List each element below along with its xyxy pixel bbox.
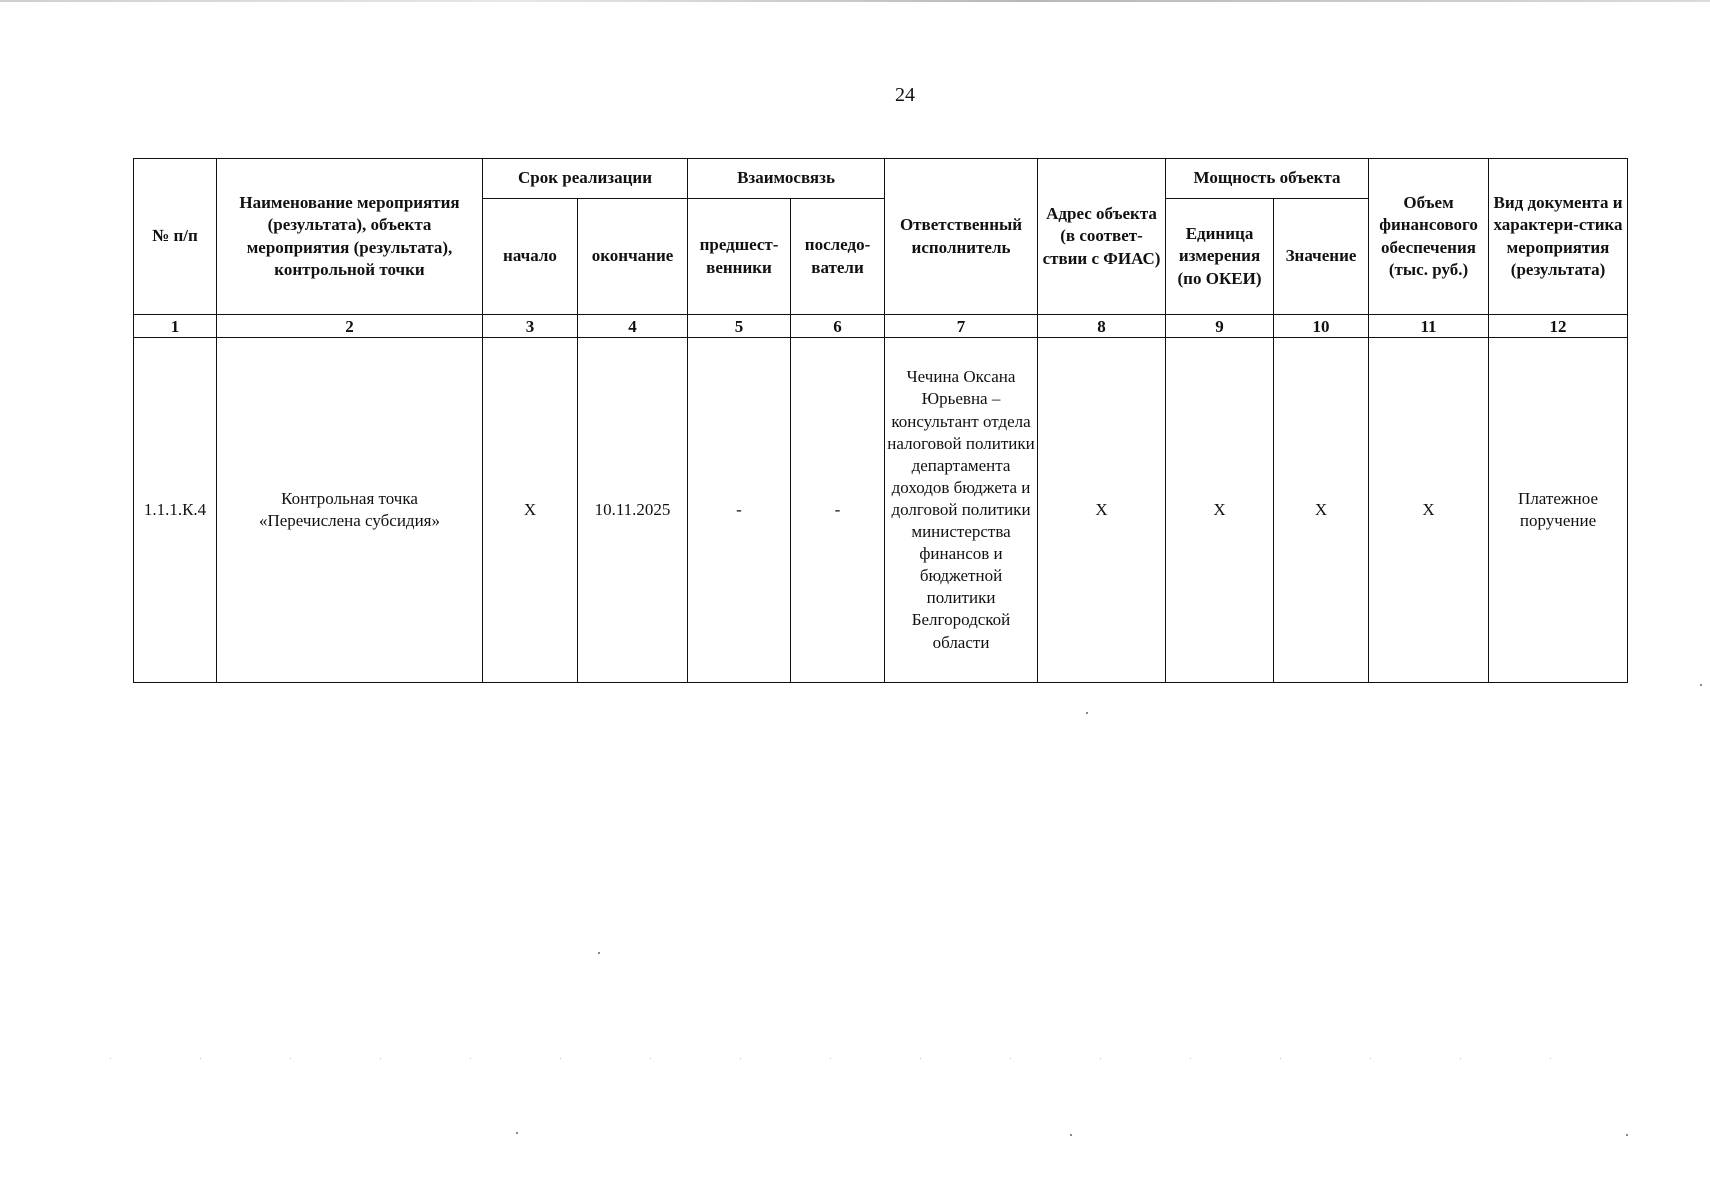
- column-number: 5: [688, 315, 791, 338]
- column-number: 4: [578, 315, 688, 338]
- header-link-next: последо-ватели: [791, 199, 885, 315]
- page-number: 24: [895, 84, 915, 106]
- header-row-1: [134, 159, 1628, 199]
- row-address: Х: [1038, 338, 1166, 683]
- scan-speck: [1700, 684, 1702, 686]
- row-name-line2: «Перечислена субсидия»: [258, 511, 440, 530]
- row-term-start: Х: [483, 338, 578, 683]
- row-num: 1.1.1.К.4: [134, 338, 217, 683]
- scan-speck: [598, 952, 600, 954]
- row-doc-type: Платежное поручение: [1489, 338, 1628, 683]
- column-number: 11: [1369, 315, 1489, 338]
- header-term-end: окончание: [578, 199, 688, 315]
- row-link-next: -: [791, 338, 885, 683]
- scan-dot-line: [110, 1058, 1640, 1059]
- header-term-start: начало: [483, 199, 578, 315]
- header-num: № п/п: [134, 159, 217, 315]
- header-link-prev: предшест-венники: [688, 199, 791, 315]
- column-number: 8: [1038, 315, 1166, 338]
- row-link-prev: -: [688, 338, 791, 683]
- header-name: Наименование мероприятия (результата), объекта мероприятия (результата), контрольной точки: [217, 159, 483, 315]
- header-link-group: Взаимосвязь: [688, 159, 885, 199]
- row-name-line1: Контрольная точка: [281, 488, 418, 508]
- plan-table: [133, 158, 1628, 683]
- scan-speck: [516, 1132, 518, 1134]
- column-number: 9: [1166, 315, 1274, 338]
- row-capacity-unit: Х: [1166, 338, 1274, 683]
- header-term-group: Срок реализации: [483, 159, 688, 199]
- row-responsible: Чечина Оксана Юрьевна – консультант отдела налоговой политики департамента доходов бюджета и долговой политики министерства финансов и бюджетной политики Белгородской области: [885, 338, 1038, 683]
- column-number: 1: [134, 315, 217, 338]
- header-capacity-value: Значение: [1274, 199, 1369, 315]
- header-doc-type: Вид документа и характери-стика мероприятия (результата): [1489, 159, 1628, 315]
- column-number: 2: [217, 315, 483, 338]
- row-name: [217, 338, 483, 683]
- scan-speck: [1626, 1134, 1628, 1136]
- scan-speck: [1086, 712, 1088, 714]
- page-top-edge: [0, 0, 1710, 2]
- header-responsible: Ответственный исполнитель: [885, 159, 1038, 315]
- column-number-row: [134, 315, 1628, 338]
- header-address: Адрес объекта (в соответ-ствии с ФИАС): [1038, 159, 1166, 315]
- column-number: 10: [1274, 315, 1369, 338]
- scan-speck: [1070, 1134, 1072, 1136]
- column-number: 3: [483, 315, 578, 338]
- header-capacity-unit: Единица измерения (по ОКЕИ): [1166, 199, 1274, 315]
- row-capacity-value: Х: [1274, 338, 1369, 683]
- header-capacity-group: Мощность объекта: [1166, 159, 1369, 199]
- column-number: 7: [885, 315, 1038, 338]
- header-finance: Объем финансового обеспечения (тыс. руб.): [1369, 159, 1489, 315]
- column-number: 6: [791, 315, 885, 338]
- table-row: [134, 338, 1628, 683]
- row-term-end: 10.11.2025: [578, 338, 688, 683]
- row-finance: Х: [1369, 338, 1489, 683]
- column-number: 12: [1489, 315, 1628, 338]
